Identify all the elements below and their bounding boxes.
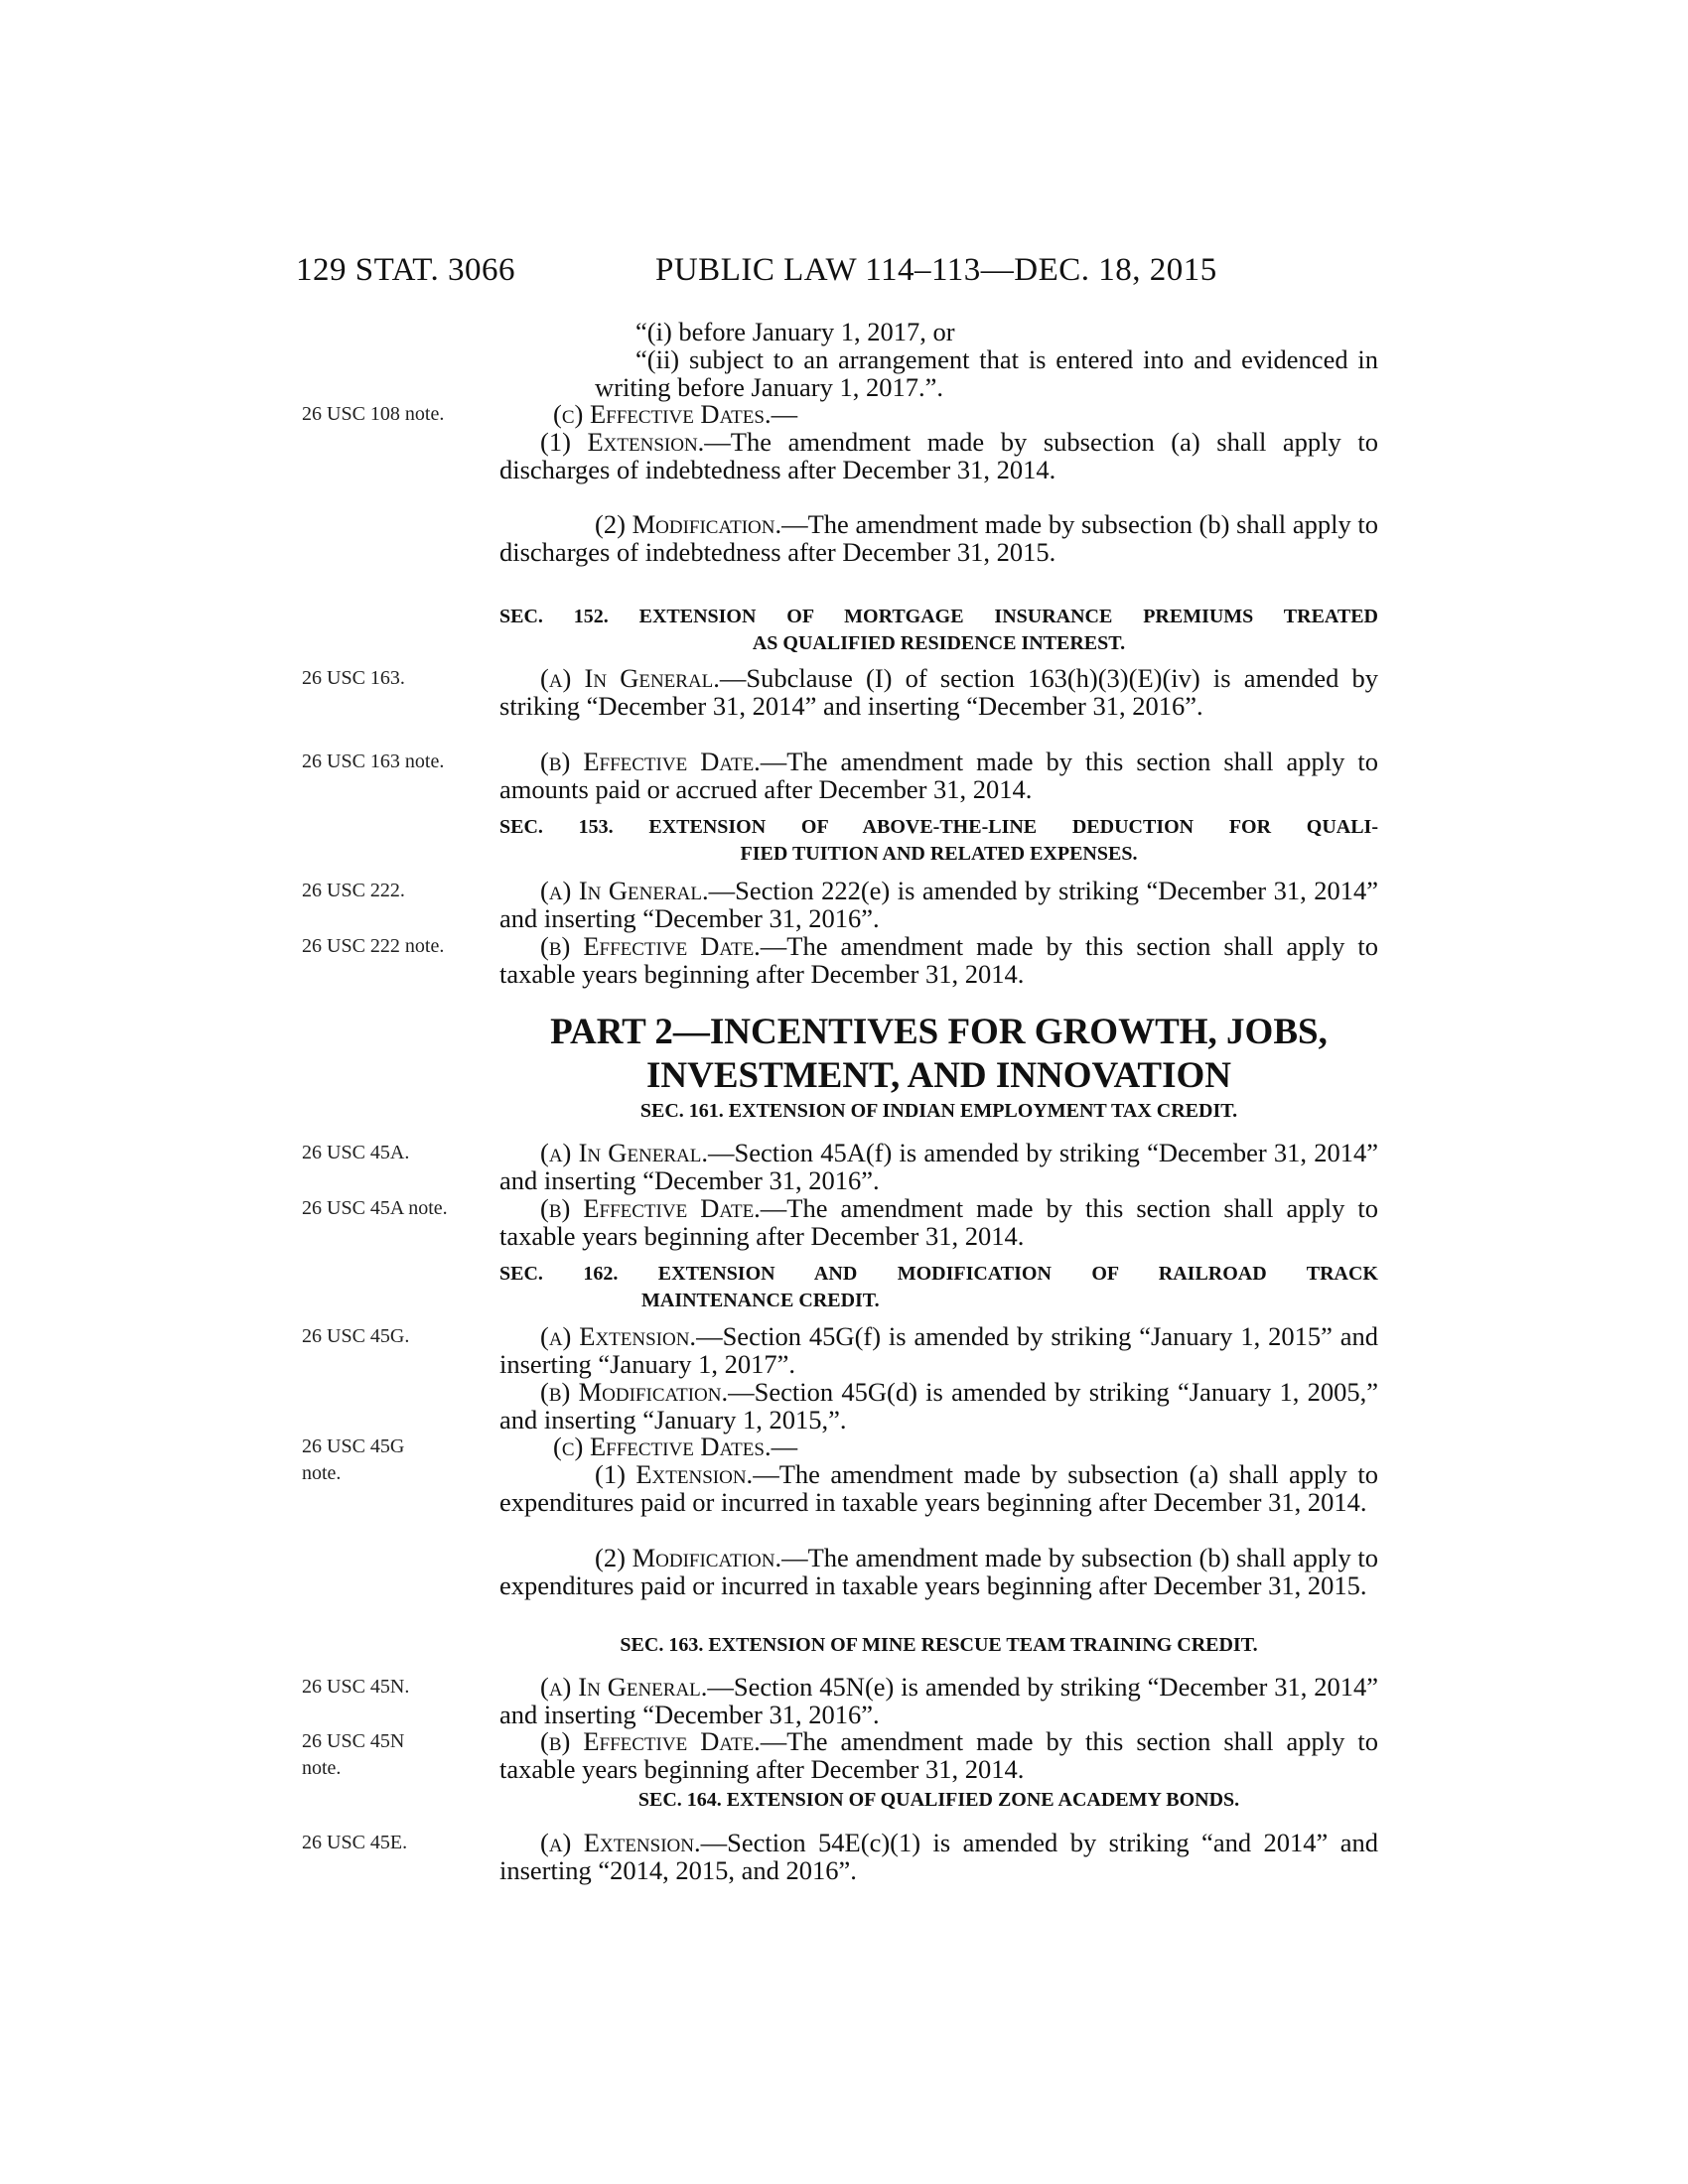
s164-a-text: —Section 54E(c)(1) is amended by striking “and 2014” and inserting “2014, 2015, and 2016”. — [499, 1828, 1378, 1885]
s162-b-text: —Section 45G(d) is amended by striking “January 1, 2005,” and inserting “January 1, 2015,”. — [499, 1377, 1378, 1434]
s164-a-label: (a) Extension. — [540, 1828, 701, 1857]
s163-a-text: —Section 45N(e) is amended by striking “December 31, 2014” and inserting “December 31, 2016”. — [499, 1672, 1378, 1729]
s161-b-text: —The amendment made by this section shall apply to taxable years beginning after December 31, 2014. — [499, 1193, 1378, 1251]
sec-153-title-line-2: FIED TUITION AND RELATED EXPENSES. — [740, 843, 1138, 865]
part-2-title-line-2: INVESTMENT, AND INNOVATION — [645, 1055, 1232, 1096]
margin-note-45g: 26 USC 45G. — [302, 1325, 410, 1347]
sec-152-heading — [499, 604, 1378, 657]
sec-163-heading: SEC. 163. EXTENSION OF MINE RESCUE TEAM TRAINING CREDIT. — [620, 1634, 1258, 1656]
s162-c2-text: —The amendment made by subsection (b) shall apply to expenditures paid or incurred in taxable years beginning after December 31, 2015. — [499, 1543, 1378, 1600]
part-2-heading — [499, 1011, 1378, 1098]
clause-ii: “(ii) subject to an arrangement that is entered into and evidenced in writing before January 1, 2017.”. — [595, 344, 1378, 402]
s151-c1-text: —The amendment made by subsection (a) shall apply to discharges of indebtedness after December 31, 2014. — [499, 427, 1378, 484]
sec-162-title-line-2: MAINTENANCE CREDIT. — [641, 1290, 880, 1311]
s162-a-text: —Section 45G(f) is amended by striking “January 1, 2015” and inserting “January 1, 2017”. — [499, 1321, 1378, 1379]
s153-b-label: (b) Effective Date. — [540, 931, 761, 961]
part-2-title-line-1: PART 2—INCENTIVES FOR GROWTH, JOBS, — [550, 1012, 1328, 1052]
s152-b-text: —The amendment made by this section shall apply to amounts paid or accrued after December 31, 2014. — [499, 747, 1378, 804]
s153-b-text: —The amendment made by this section shall apply to taxable years beginning after December 31, 2014. — [499, 931, 1378, 989]
s163-b-text: —The amendment made by this section shall apply to taxable years beginning after December 31, 2014. — [499, 1726, 1378, 1784]
s162-c1-text: —The amendment made by subsection (a) shall apply to expenditures paid or incurred in taxable years beginning after December 31, 2014. — [499, 1459, 1378, 1517]
sec-161-heading: SEC. 161. EXTENSION OF INDIAN EMPLOYMENT TAX CREDIT. — [639, 1100, 1238, 1122]
s162-c1-label: (1) Extension. — [595, 1459, 754, 1489]
s163-a-paragraph — [499, 1674, 1378, 1729]
s162-c2-label: (2) Modification. — [595, 1543, 782, 1572]
s164-a-paragraph — [499, 1830, 1378, 1885]
s151-c1-paragraph — [499, 429, 1378, 484]
s153-a-label: (a) In General. — [540, 876, 709, 905]
s151-c-heading — [553, 401, 1378, 429]
sec-153-title-line-1: SEC. 153. EXTENSION OF ABOVE-THE-LINE DEDUCTION FOR QUALI- — [499, 816, 1378, 838]
margin-note-222-note: 26 USC 222 note. — [302, 935, 445, 957]
s162-c-heading-text: (c) Effective Dates.— — [553, 1432, 798, 1461]
s151-c2-paragraph — [499, 511, 1378, 567]
s161-a-paragraph — [499, 1140, 1378, 1195]
s161-a-label: (a) In General. — [540, 1138, 709, 1167]
margin-note-163-note: 26 USC 163 note. — [302, 751, 445, 772]
s162-a-label: (a) Extension. — [540, 1321, 697, 1351]
sec-152-title-line-2: AS QUALIFIED RESIDENCE INTEREST. — [752, 632, 1126, 654]
s161-b-paragraph — [499, 1195, 1378, 1251]
s161-a-text: —Section 45A(f) is amended by striking “December 31, 2014” and inserting “December 31, 2016”. — [499, 1138, 1378, 1195]
s151-c2-label: (2) Modification. — [595, 509, 782, 539]
page-stat-citation: 129 STAT. 3066 — [296, 252, 516, 288]
s163-a-label: (a) In General. — [540, 1672, 708, 1702]
margin-note-45a-note: 26 USC 45A note. — [302, 1197, 448, 1219]
sec-152-title-line-1: SEC. 152. EXTENSION OF MORTGAGE INSURANCE PREMIUMS TREATED — [499, 606, 1378, 627]
margin-note-45a: 26 USC 45A. — [302, 1142, 410, 1163]
margin-note-45e: 26 USC 45E. — [302, 1832, 408, 1853]
s152-b-paragraph — [499, 749, 1378, 804]
s151-c1-label: (1) Extension. — [540, 427, 705, 457]
s162-b-paragraph — [499, 1379, 1378, 1434]
s162-c2-paragraph — [499, 1545, 1378, 1600]
margin-note-45n: 26 USC 45N. — [302, 1676, 410, 1698]
s152-a-label: (a) In General. — [540, 663, 720, 693]
s152-b-label: (b) Effective Date. — [540, 747, 761, 776]
sec-164-heading: SEC. 164. EXTENSION OF QUALIFIED ZONE ACADEMY BONDS. — [637, 1789, 1240, 1811]
clause-i: “(i) before January 1, 2017, or — [635, 317, 955, 346]
s163-b-paragraph — [499, 1728, 1378, 1784]
s151-c2-text: —The amendment made by subsection (b) shall apply to discharges of indebtedness after December 31, 2015. — [499, 509, 1378, 567]
s152-a-text: —Subclause (I) of section 163(h)(3)(E)(iv) is amended by striking “December 31, 2014” and inserting “December 31, 2016”. — [499, 663, 1378, 721]
margin-note-222: 26 USC 222. — [302, 880, 405, 901]
s161-b-label: (b) Effective Date. — [540, 1193, 761, 1223]
s162-c-heading — [553, 1433, 1378, 1461]
page-law-header: PUBLIC LAW 114–113—DEC. 18, 2015 — [655, 252, 1217, 288]
margin-note-45n-note: 26 USC 45N note. — [302, 1730, 405, 1779]
margin-note-45g-note: 26 USC 45G note. — [302, 1435, 405, 1484]
s151-c-heading-text: (c) Effective Dates.— — [553, 399, 798, 429]
sec-162-heading — [499, 1261, 1378, 1314]
s152-a-paragraph — [499, 665, 1378, 721]
margin-note-163: 26 USC 163. — [302, 667, 405, 689]
s153-a-paragraph — [499, 878, 1378, 933]
s162-b-label: (b) Modification. — [540, 1377, 729, 1407]
s162-a-paragraph — [499, 1323, 1378, 1379]
s162-c1-paragraph — [499, 1461, 1378, 1517]
s153-a-text: —Section 222(e) is amended by striking “December 31, 2014” and inserting “December 31, 2016”. — [499, 876, 1378, 933]
sec-162-title-line-1: SEC. 162. EXTENSION AND MODIFICATION OF RAILROAD TRACK — [499, 1263, 1378, 1285]
margin-note-108: 26 USC 108 note. — [302, 403, 445, 425]
s153-b-paragraph — [499, 933, 1378, 989]
sec-153-heading — [499, 814, 1378, 868]
s163-b-label: (b) Effective Date. — [540, 1726, 761, 1756]
